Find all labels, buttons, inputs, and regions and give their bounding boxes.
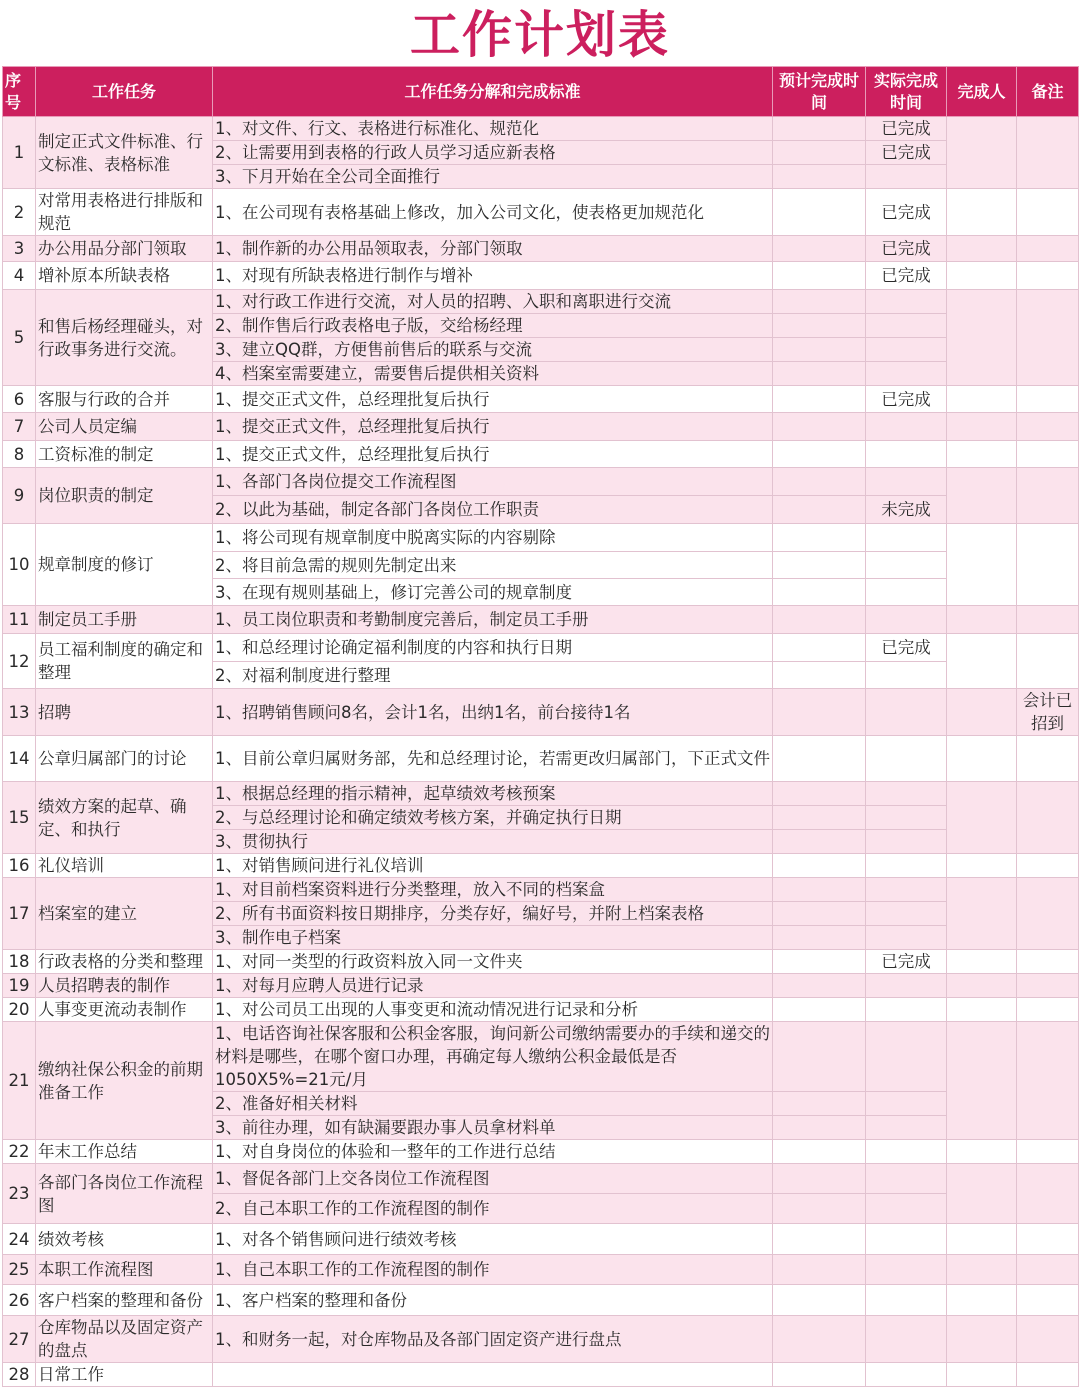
row-number: 24 [3,1224,36,1255]
owner-cell [947,878,1017,950]
note-cell [1017,189,1079,236]
header-note: 备注 [1017,67,1079,117]
table-row [3,524,1079,552]
actual-status-cell [866,926,947,950]
detail-cell: 1、对销售顾问进行礼仪培训 [213,854,773,878]
actual-status-cell [866,1092,947,1116]
actual-status-cell: 已完成 [866,141,947,165]
planned-date-cell [773,1316,866,1363]
note-cell [1017,950,1079,974]
note-cell [1017,117,1079,189]
note-cell [1017,854,1079,878]
detail-cell: 1、和总经理讨论确定福利制度的内容和执行日期 [213,634,773,662]
note-cell [1017,1164,1079,1224]
task-cell: 绩效方案的起草、确定、和执行 [36,782,213,854]
planned-date-cell [773,689,866,736]
actual-status-cell [866,878,947,902]
planned-date-cell [773,974,866,998]
row-number: 8 [3,441,36,468]
detail-cell: 1、员工岗位职责和考勤制度完善后，制定员工手册 [213,606,773,634]
planned-date-cell [773,950,866,974]
owner-cell [947,290,1017,386]
note-cell [1017,236,1079,262]
owner-cell [947,1316,1017,1363]
table-row [3,441,1079,468]
detail-cell: 1、制作新的办公用品领取表，分部门领取 [213,236,773,262]
table-row [3,689,1079,736]
owner-cell [947,1140,1017,1164]
task-cell: 招聘 [36,689,213,736]
detail-cell: 3、贯彻执行 [213,830,773,854]
task-cell: 岗位职责的制定 [36,468,213,524]
actual-status-cell [866,1285,947,1316]
note-cell [1017,1022,1079,1140]
owner-cell [947,441,1017,468]
actual-status-cell: 已完成 [866,117,947,141]
note-cell [1017,878,1079,950]
table-row [3,1285,1079,1316]
actual-status-cell [866,1116,947,1140]
planned-date-cell [773,1194,866,1224]
planned-date-cell [773,1140,866,1164]
detail-cell: 1、对各个销售顾问进行绩效考核 [213,1224,773,1255]
actual-status-cell [866,579,947,606]
planned-date-cell [773,1224,866,1255]
note-cell [1017,441,1079,468]
task-cell: 办公用品分部门领取 [36,236,213,262]
task-cell: 绩效考核 [36,1224,213,1255]
row-number: 18 [3,950,36,974]
owner-cell [947,974,1017,998]
table-row [3,1164,1079,1194]
detail-cell: 2、制作售后行政表格电子版，交给杨经理 [213,314,773,338]
planned-date-cell [773,496,866,524]
task-cell: 和售后杨经理碰头，对行政事务进行交流。 [36,290,213,386]
owner-cell [947,606,1017,634]
owner-cell [947,634,1017,689]
task-cell: 礼仪培训 [36,854,213,878]
detail-cell: 3、在现有规则基础上，修订完善公司的规章制度 [213,579,773,606]
planned-date-cell [773,854,866,878]
planned-date-cell [773,634,866,662]
detail-cell: 2、准备好相关材料 [213,1092,773,1116]
planned-date-cell [773,926,866,950]
row-number: 3 [3,236,36,262]
actual-status-cell [866,998,947,1022]
detail-cell: 3、制作电子档案 [213,926,773,950]
actual-status-cell [866,1164,947,1194]
note-cell [1017,1140,1079,1164]
detail-cell: 1、督促各部门上交各岗位工作流程图 [213,1164,773,1194]
task-cell: 客户档案的整理和备份 [36,1285,213,1316]
detail-cell: 1、各部门各岗位提交工作流程图 [213,468,773,496]
detail-cell: 2、以此为基础，制定各部门各岗位工作职责 [213,496,773,524]
detail-cell: 2、与总经理讨论和确定绩效考核方案，并确定执行日期 [213,806,773,830]
detail-cell: 1、对公司员工出现的人事变更和流动情况进行记录和分析 [213,998,773,1022]
detail-cell: 1、对目前档案资料进行分类整理，放入不同的档案盒 [213,878,773,902]
row-number: 14 [3,736,36,782]
planned-date-cell [773,338,866,362]
detail-cell: 1、对自身岗位的体验和一整年的工作进行总结 [213,1140,773,1164]
owner-cell [947,736,1017,782]
planned-date-cell [773,236,866,262]
note-cell [1017,1255,1079,1285]
planned-date-cell [773,117,866,141]
table-row [3,236,1079,262]
table-row [3,413,1079,441]
detail-cell: 1、对文件、行文、表格进行标准化、规范化 [213,117,773,141]
task-cell: 缴纳社保公积金的前期准备工作 [36,1022,213,1140]
actual-status-cell [866,552,947,579]
detail-cell: 1、对行政工作进行交流，对人员的招聘、入职和离职进行交流 [213,290,773,314]
planned-date-cell [773,1022,866,1092]
owner-cell [947,998,1017,1022]
planned-date-cell [773,606,866,634]
row-number: 23 [3,1164,36,1224]
note-cell [1017,1285,1079,1316]
task-cell: 工资标准的制定 [36,441,213,468]
note-cell [1017,524,1079,606]
owner-cell [947,1255,1017,1285]
header-actual: 实际完成时间 [866,67,947,117]
task-cell: 年末工作总结 [36,1140,213,1164]
row-number: 4 [3,262,36,290]
owner-cell [947,189,1017,236]
table-row [3,878,1079,902]
actual-status-cell [866,1255,947,1285]
owner-cell [947,468,1017,524]
detail-cell: 3、下月开始在全公司全面推行 [213,165,773,189]
detail-cell: 1、目前公章归属财务部，先和总经理讨论，若需更改归属部门，下正式文件 [213,736,773,782]
row-number: 16 [3,854,36,878]
task-cell: 员工福利制度的确定和整理 [36,634,213,689]
owner-cell [947,1164,1017,1224]
detail-cell: 2、将目前急需的规则先制定出来 [213,552,773,579]
planned-date-cell [773,1092,866,1116]
task-cell: 人员招聘表的制作 [36,974,213,998]
task-cell: 日常工作 [36,1363,213,1387]
actual-status-cell [866,782,947,806]
detail-cell: 1、电话咨询社保客服和公积金客服，询问新公司缴纳需要办的手续和递交的材料是哪些，在哪个窗口办理，再确定每人缴纳公积金最低是否1050X5%=21元/月 [213,1022,773,1092]
note-cell [1017,386,1079,413]
row-number: 25 [3,1255,36,1285]
actual-status-cell: 未完成 [866,496,947,524]
row-number: 22 [3,1140,36,1164]
header-planned: 预计完成时间 [773,67,866,117]
actual-status-cell [866,165,947,189]
detail-cell: 1、和财务一起，对仓库物品及各部门固定资产进行盘点 [213,1316,773,1363]
owner-cell [947,524,1017,606]
table-body [3,117,1079,1387]
planned-date-cell [773,262,866,290]
note-cell: 会计已招到 [1017,689,1079,736]
note-cell [1017,468,1079,524]
planned-date-cell [773,736,866,782]
planned-date-cell [773,1116,866,1140]
planned-date-cell [773,524,866,552]
owner-cell [947,854,1017,878]
task-cell: 制定员工手册 [36,606,213,634]
table-row [3,262,1079,290]
row-number: 6 [3,386,36,413]
planned-date-cell [773,362,866,386]
note-cell [1017,998,1079,1022]
detail-cell: 3、建立QQ群，方便售前售后的联系与交流 [213,338,773,362]
row-number: 12 [3,634,36,689]
actual-status-cell [866,662,947,689]
table-row [3,854,1079,878]
owner-cell [947,413,1017,441]
detail-cell: 1、提交正式文件，总经理批复后执行 [213,413,773,441]
planned-date-cell [773,189,866,236]
table-row [3,782,1079,806]
table-row [3,606,1079,634]
detail-cell: 2、让需要用到表格的行政人员学习适应新表格 [213,141,773,165]
table-row [3,468,1079,496]
actual-status-cell [866,1022,947,1092]
table-header-row [3,67,1079,117]
work-plan-table [2,66,1079,1387]
actual-status-cell: 已完成 [866,634,947,662]
table-row [3,1140,1079,1164]
task-cell: 人事变更流动表制作 [36,998,213,1022]
header-task: 工作任务 [36,67,213,117]
task-cell: 增补原本所缺表格 [36,262,213,290]
row-number: 19 [3,974,36,998]
row-number: 2 [3,189,36,236]
table-row [3,117,1079,141]
row-number: 27 [3,1316,36,1363]
actual-status-cell [866,854,947,878]
actual-status-cell: 已完成 [866,386,947,413]
note-cell [1017,1363,1079,1387]
actual-status-cell [866,736,947,782]
task-cell: 客服与行政的合并 [36,386,213,413]
owner-cell [947,386,1017,413]
table-row [3,736,1079,782]
planned-date-cell [773,830,866,854]
detail-cell: 1、对同一类型的行政资料放入同一文件夹 [213,950,773,974]
page-title: 工作计划表 [410,6,670,64]
actual-status-cell: 已完成 [866,236,947,262]
owner-cell [947,782,1017,854]
actual-status-cell [866,524,947,552]
table-row [3,1224,1079,1255]
planned-date-cell [773,579,866,606]
actual-status-cell [866,290,947,314]
detail-cell: 3、前往办理，如有缺漏要跟办事人员拿材料单 [213,1116,773,1140]
table-row [3,950,1079,974]
detail-cell: 2、所有书面资料按日期排序，分类存好，编好号，并附上档案表格 [213,902,773,926]
task-cell: 对常用表格进行排版和规范 [36,189,213,236]
note-cell [1017,634,1079,689]
table-row [3,634,1079,662]
note-cell [1017,974,1079,998]
planned-date-cell [773,441,866,468]
planned-date-cell [773,386,866,413]
actual-status-cell [866,606,947,634]
planned-date-cell [773,468,866,496]
owner-cell [947,236,1017,262]
actual-status-cell [866,338,947,362]
row-number: 7 [3,413,36,441]
task-cell: 规章制度的修订 [36,524,213,606]
planned-date-cell [773,806,866,830]
detail-cell: 4、档案室需要建立，需要售后提供相关资料 [213,362,773,386]
actual-status-cell [866,1194,947,1224]
header-detail: 工作任务分解和完成标准 [213,67,773,117]
planned-date-cell [773,165,866,189]
row-number: 11 [3,606,36,634]
planned-date-cell [773,413,866,441]
planned-date-cell [773,141,866,165]
planned-date-cell [773,782,866,806]
table-row [3,290,1079,314]
detail-cell: 2、对福利制度进行整理 [213,662,773,689]
task-cell: 公司人员定编 [36,413,213,441]
note-cell [1017,736,1079,782]
detail-cell: 1、招聘销售顾问8名，会计1名，出纳1名，前台接待1名 [213,689,773,736]
actual-status-cell [866,1316,947,1363]
header-no: 序号 [3,67,36,117]
planned-date-cell [773,902,866,926]
actual-status-cell [866,902,947,926]
detail-cell: 1、客户档案的整理和备份 [213,1285,773,1316]
planned-date-cell [773,878,866,902]
table-row [3,386,1079,413]
actual-status-cell [866,441,947,468]
actual-status-cell [866,1363,947,1387]
table-row [3,998,1079,1022]
row-number: 15 [3,782,36,854]
owner-cell [947,689,1017,736]
planned-date-cell [773,290,866,314]
task-cell: 本职工作流程图 [36,1255,213,1285]
row-number: 10 [3,524,36,606]
table-row [3,974,1079,998]
owner-cell [947,1224,1017,1255]
task-cell: 档案室的建立 [36,878,213,950]
task-cell: 行政表格的分类和整理 [36,950,213,974]
planned-date-cell [773,314,866,338]
detail-cell: 1、将公司现有规章制度中脱离实际的内容剔除 [213,524,773,552]
note-cell [1017,606,1079,634]
detail-cell: 1、提交正式文件，总经理批复后执行 [213,386,773,413]
owner-cell [947,950,1017,974]
row-number: 20 [3,998,36,1022]
actual-status-cell [866,806,947,830]
planned-date-cell [773,662,866,689]
row-number: 9 [3,468,36,524]
actual-status-cell [866,468,947,496]
actual-status-cell [866,689,947,736]
actual-status-cell [866,830,947,854]
task-cell: 公章归属部门的讨论 [36,736,213,782]
detail-cell: 1、提交正式文件，总经理批复后执行 [213,441,773,468]
actual-status-cell [866,1224,947,1255]
table-row [3,1255,1079,1285]
owner-cell [947,1285,1017,1316]
row-number: 5 [3,290,36,386]
note-cell [1017,262,1079,290]
owner-cell [947,117,1017,189]
planned-date-cell [773,1255,866,1285]
actual-status-cell: 已完成 [866,950,947,974]
planned-date-cell [773,1363,866,1387]
task-cell: 制定正式文件标准、行文标准、表格标准 [36,117,213,189]
note-cell [1017,1224,1079,1255]
actual-status-cell [866,314,947,338]
table-row [3,1022,1079,1092]
note-cell [1017,413,1079,441]
actual-status-cell [866,1140,947,1164]
planned-date-cell [773,1285,866,1316]
row-number: 17 [3,878,36,950]
note-cell [1017,290,1079,386]
owner-cell [947,1022,1017,1140]
table-row [3,1363,1079,1387]
task-cell: 各部门各岗位工作流程图 [36,1164,213,1224]
detail-cell: 1、在公司现有表格基础上修改，加入公司文化，使表格更加规范化 [213,189,773,236]
actual-status-cell: 已完成 [866,262,947,290]
table-row [3,189,1079,236]
detail-cell: 1、根据总经理的指示精神，起草绩效考核预案 [213,782,773,806]
actual-status-cell [866,974,947,998]
actual-status-cell: 已完成 [866,189,947,236]
actual-status-cell [866,362,947,386]
row-number: 1 [3,117,36,189]
planned-date-cell [773,998,866,1022]
row-number: 28 [3,1363,36,1387]
detail-cell: 1、对每月应聘人员进行记录 [213,974,773,998]
owner-cell [947,262,1017,290]
planned-date-cell [773,552,866,579]
task-cell: 仓库物品以及固定资产的盘点 [36,1316,213,1363]
row-number: 21 [3,1022,36,1140]
detail-cell [213,1363,773,1387]
planned-date-cell [773,1164,866,1194]
detail-cell: 1、对现有所缺表格进行制作与增补 [213,262,773,290]
detail-cell: 1、自己本职工作的工作流程图的制作 [213,1255,773,1285]
actual-status-cell [866,413,947,441]
note-cell [1017,1316,1079,1363]
row-number: 13 [3,689,36,736]
note-cell [1017,782,1079,854]
owner-cell [947,1363,1017,1387]
table-row [3,1316,1079,1363]
row-number: 26 [3,1285,36,1316]
header-owner: 完成人 [947,67,1017,117]
detail-cell: 2、自己本职工作的工作流程图的制作 [213,1194,773,1224]
